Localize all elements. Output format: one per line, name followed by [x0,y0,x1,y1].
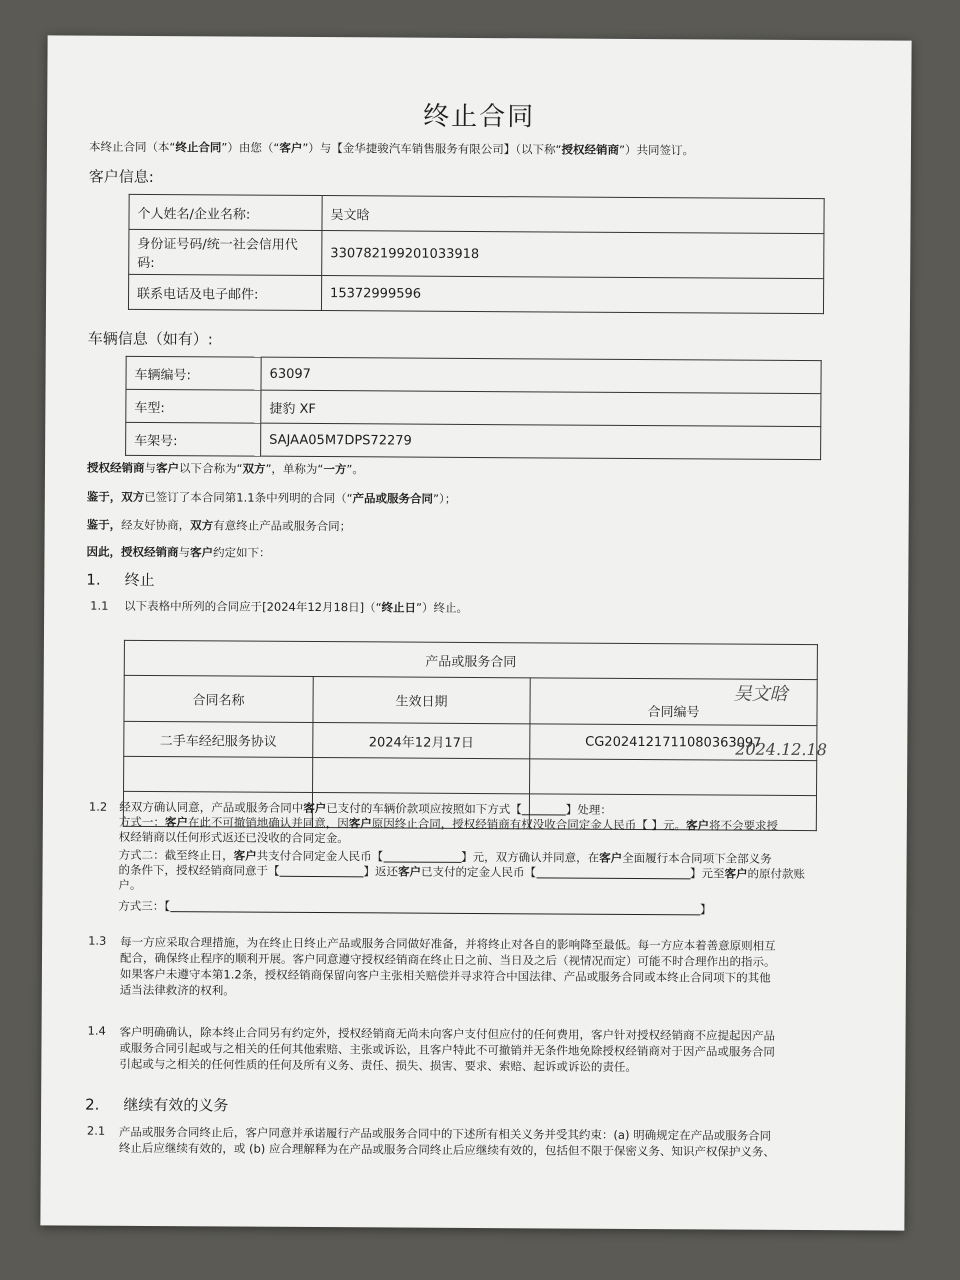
clause-line: 适当法律救济的权利。 [119,982,235,998]
bold-term: 客户 [685,818,710,833]
clause-line: 如果客户未遵守本第1.2条，授权经销商保留向客户主张相关赔偿并寻求符合中国法律、产品或服务合同或本终止合同项下的其他 [119,966,771,985]
text-span: 的条件下，授权经销商同意于【 [118,862,280,878]
customer-info-heading: 客户信息: [88,167,154,187]
text-span: 以下合称为“ [178,461,243,476]
parties-paragraph [87,461,364,478]
intro-text: 本终止合同（本“ [88,139,176,155]
bold-term: 客户 [348,816,372,831]
text-span: 在此不可撤销地确认并同意，因 [187,815,349,831]
clause-line: 产品或服务合同终止后，客户同意并承诺履行产品或服务合同中的下述所有相关义务并受其约束：(a) 明确规定在产品或服务合同 [118,1124,772,1143]
bold-term: 鉴于， [86,517,122,532]
clause-line: 每一方应采取合理措施，为在终止日终止产品或服务合同做好准备，并将终止对各自的影响降至最低。每一方应本着善意原则相互 [120,934,776,953]
text-span: 已支付的定金人民币【 [420,864,537,880]
table-row [126,389,821,426]
text-span: 与 [178,545,191,560]
clause-line: 配合，确保终止程序的顺利开展。客户同意遵守授权经销商在终止日之前、当日及之后（视情况而定）可能不时合理作出的指示。 [119,950,776,969]
text-span: ”，单称为“ [265,461,324,477]
therefore-paragraph [86,545,270,561]
clause-1-3-text [88,934,858,1003]
table-column-row [124,675,817,725]
customer-id-value: 330782199201033918 [322,231,824,279]
clause-number: 2.1 [86,1123,106,1138]
text-span: 方式二：截至终止日， [118,847,234,863]
bold-term: 客户 [724,866,748,881]
text-span: 有意终止产品或服务合同； [213,518,352,534]
customer-contact-value: 15372999596 [321,276,823,314]
table-row [129,229,824,278]
text-span: 】处理： [565,802,612,817]
text-span: 经友好协商， [121,517,191,533]
intro-bold: 授权经销商 [561,142,620,157]
vehicle-id-value: 63097 [261,357,821,393]
customer-info-table [128,194,825,314]
vehicle-info-heading: 车辆信息（如有）: [87,329,213,349]
text-span: 经双方确认同意，产品或服务合同中 [119,799,304,815]
contract-name-cell: 二手车经纪服务协议 [124,721,313,757]
text-span: 与 [144,460,157,476]
handwritten-date: 2024.12.18 [735,739,827,760]
empty-cell [530,759,817,796]
bold-term: 终止日 [381,600,417,615]
refund-amount-blank [536,867,690,879]
section-title: 终止 [124,570,155,590]
text-span: 方式三：【 [118,898,171,914]
clause-1-4-text [87,1024,857,1077]
section-number: 2. [85,1095,100,1114]
table-row [128,274,823,313]
text-span: ”）终止。 [416,600,469,615]
intro-bold: 终止合同 [175,140,222,155]
table-row [126,422,821,459]
bold-term: 客户 [599,850,623,865]
bold-term: 授权经销商 [120,544,179,560]
method-1-cont: 权经销商以任何形式返还已没收的合同定金。 [118,829,349,846]
clause-line: 客户明确确认，除本终止合同另有约定外，授权经销商无尚未向客户支付但应付的任何费用，客户针对授权经销商不应提起因产品 [119,1024,776,1043]
text-span: ”）； [433,491,457,506]
clause-number: 1.2 [88,799,108,814]
section-number: 1. [86,570,101,589]
vehicle-model-value: 捷豹 XF [261,390,821,426]
bold-term: 客户 [397,864,422,879]
handwritten-signature: 吴文晗 [733,683,788,705]
bold-term: 产品或服务合同 [352,491,434,506]
deposit-blank [383,851,461,862]
text-span: 共支付合同定金人民币【 [256,848,384,864]
clause-line: 终止后应继续有效的，或 (b) 应合理解释为在产品或服务合同终止后应继续有效的，包括但不限于保密义务、知识产权保护义务、 [118,1140,775,1159]
bold-term: 授权经销商 [86,460,145,475]
clause-1-4 [87,1024,857,1077]
bold-term: 双方 [190,518,214,533]
clause-2-1 [87,1124,857,1161]
text-span: 原因终止合同，授权经销商有权没收合同定金人民币【 】元。 [371,816,687,833]
section-1-heading [86,569,154,590]
intro-text: ”）与【金华捷骏汽车销售服务有限公司】（以下称“ [302,140,562,157]
text-span: 】 [700,902,712,917]
intro-paragraph [89,140,869,160]
column-header-name: 合同名称 [124,675,313,722]
contract-number-cell: CG2024121711080363097 [530,724,817,761]
table-header-row [124,640,817,679]
vehicle-id-label: 车辆编号: [126,356,261,390]
method-3-blank [170,901,700,915]
clause-number: 1.1 [90,598,109,613]
text-span: 方式一： [118,814,165,830]
vehicle-model-label: 车型: [126,389,261,423]
column-header-number: 合同编号 [530,678,817,726]
bold-term: 双方 [121,489,145,504]
column-header-date: 生效日期 [313,677,530,724]
bold-term: 客户 [233,848,257,863]
text-span: 已签订了本合同第1.1条中列明的合同（“ [144,489,353,506]
intro-text: ”）由您（“ [221,140,280,155]
customer-name-label: 个人姓名/企业名称: [129,194,322,230]
contract-table-header: 产品或服务合同 [124,640,817,679]
contract-date-cell: 2024年12月17日 [313,723,530,759]
text-span: 将不会要求授 [708,818,779,833]
method-3 [88,899,848,919]
method-blank [522,804,566,815]
intro-bold: 客户 [279,140,303,155]
bold-term: 因此， [86,544,122,559]
customer-name-value: 吴文晗 [322,196,824,234]
bold-term: 一方 [323,462,347,477]
refund-date-blank [280,866,364,878]
empty-cell [124,756,313,792]
empty-cell [313,758,530,794]
clause-line: 引起或与之相关的任何性质的任何及所有义务、责任、损失、损害、要求、索赔、起诉或诉讼的责任。 [119,1056,637,1074]
text-span: 】返还 [363,864,399,879]
text-span: 约定如下： [212,545,271,560]
bold-term: 客户 [303,800,327,816]
intro-text: ”）共同签订。 [618,142,695,158]
text-span: 】元，双方确认并同意，在 [461,849,600,865]
clause-2-1-text [87,1124,857,1161]
text-span: 已支付的车辆价款项应按照如下方式【 [326,801,522,817]
vehicle-vin-label: 车架号: [126,422,261,456]
table-row [126,356,821,393]
bold-term: 客户 [189,545,214,560]
clause-1-3 [88,934,858,1003]
bold-term: 鉴于， [86,489,122,504]
text-span: 全面履行本合同项下全部义务 [622,850,772,866]
bold-term: 客户 [164,815,188,830]
clause-line: 或服务合同引起或与之相关的任何其他索赔、主张或诉讼，且客户特此不可撤销并无条件地免除授权经销商对于因产品或服务合同 [119,1040,775,1059]
clause-number: 1.3 [88,933,107,948]
text-span: ”。 [346,462,364,477]
text-span: 】元至 [689,866,725,881]
table-row [124,756,817,795]
clause-1-2 [88,800,849,919]
text-span: 以下表格中所列的合同应于[2024年12月18日]（“ [124,598,382,615]
clause-number: 1.4 [87,1023,106,1038]
document-title: 终止合同 [423,101,536,133]
text-span: 的原付款账 [747,866,806,882]
section-2-heading [85,1094,228,1116]
bold-term: 双方 [242,461,266,476]
vehicle-info-table [125,356,822,460]
customer-id-label: 身份证号码/统一社会信用代码: [129,229,322,275]
method-2-end: 户。 [118,877,142,892]
vehicle-vin-value: SAJAA05M7DPS72279 [261,423,821,459]
customer-contact-label: 联系电话及电子邮件: [128,274,321,310]
whereas-2-paragraph [87,518,352,535]
whereas-1-paragraph [87,490,457,507]
bold-term: 客户 [155,461,180,476]
clause-1-1 [90,599,468,616]
contract-page [40,35,911,1230]
section-title: 继续有效的义务 [123,1095,229,1115]
table-row [124,721,817,760]
table-row [129,194,824,233]
